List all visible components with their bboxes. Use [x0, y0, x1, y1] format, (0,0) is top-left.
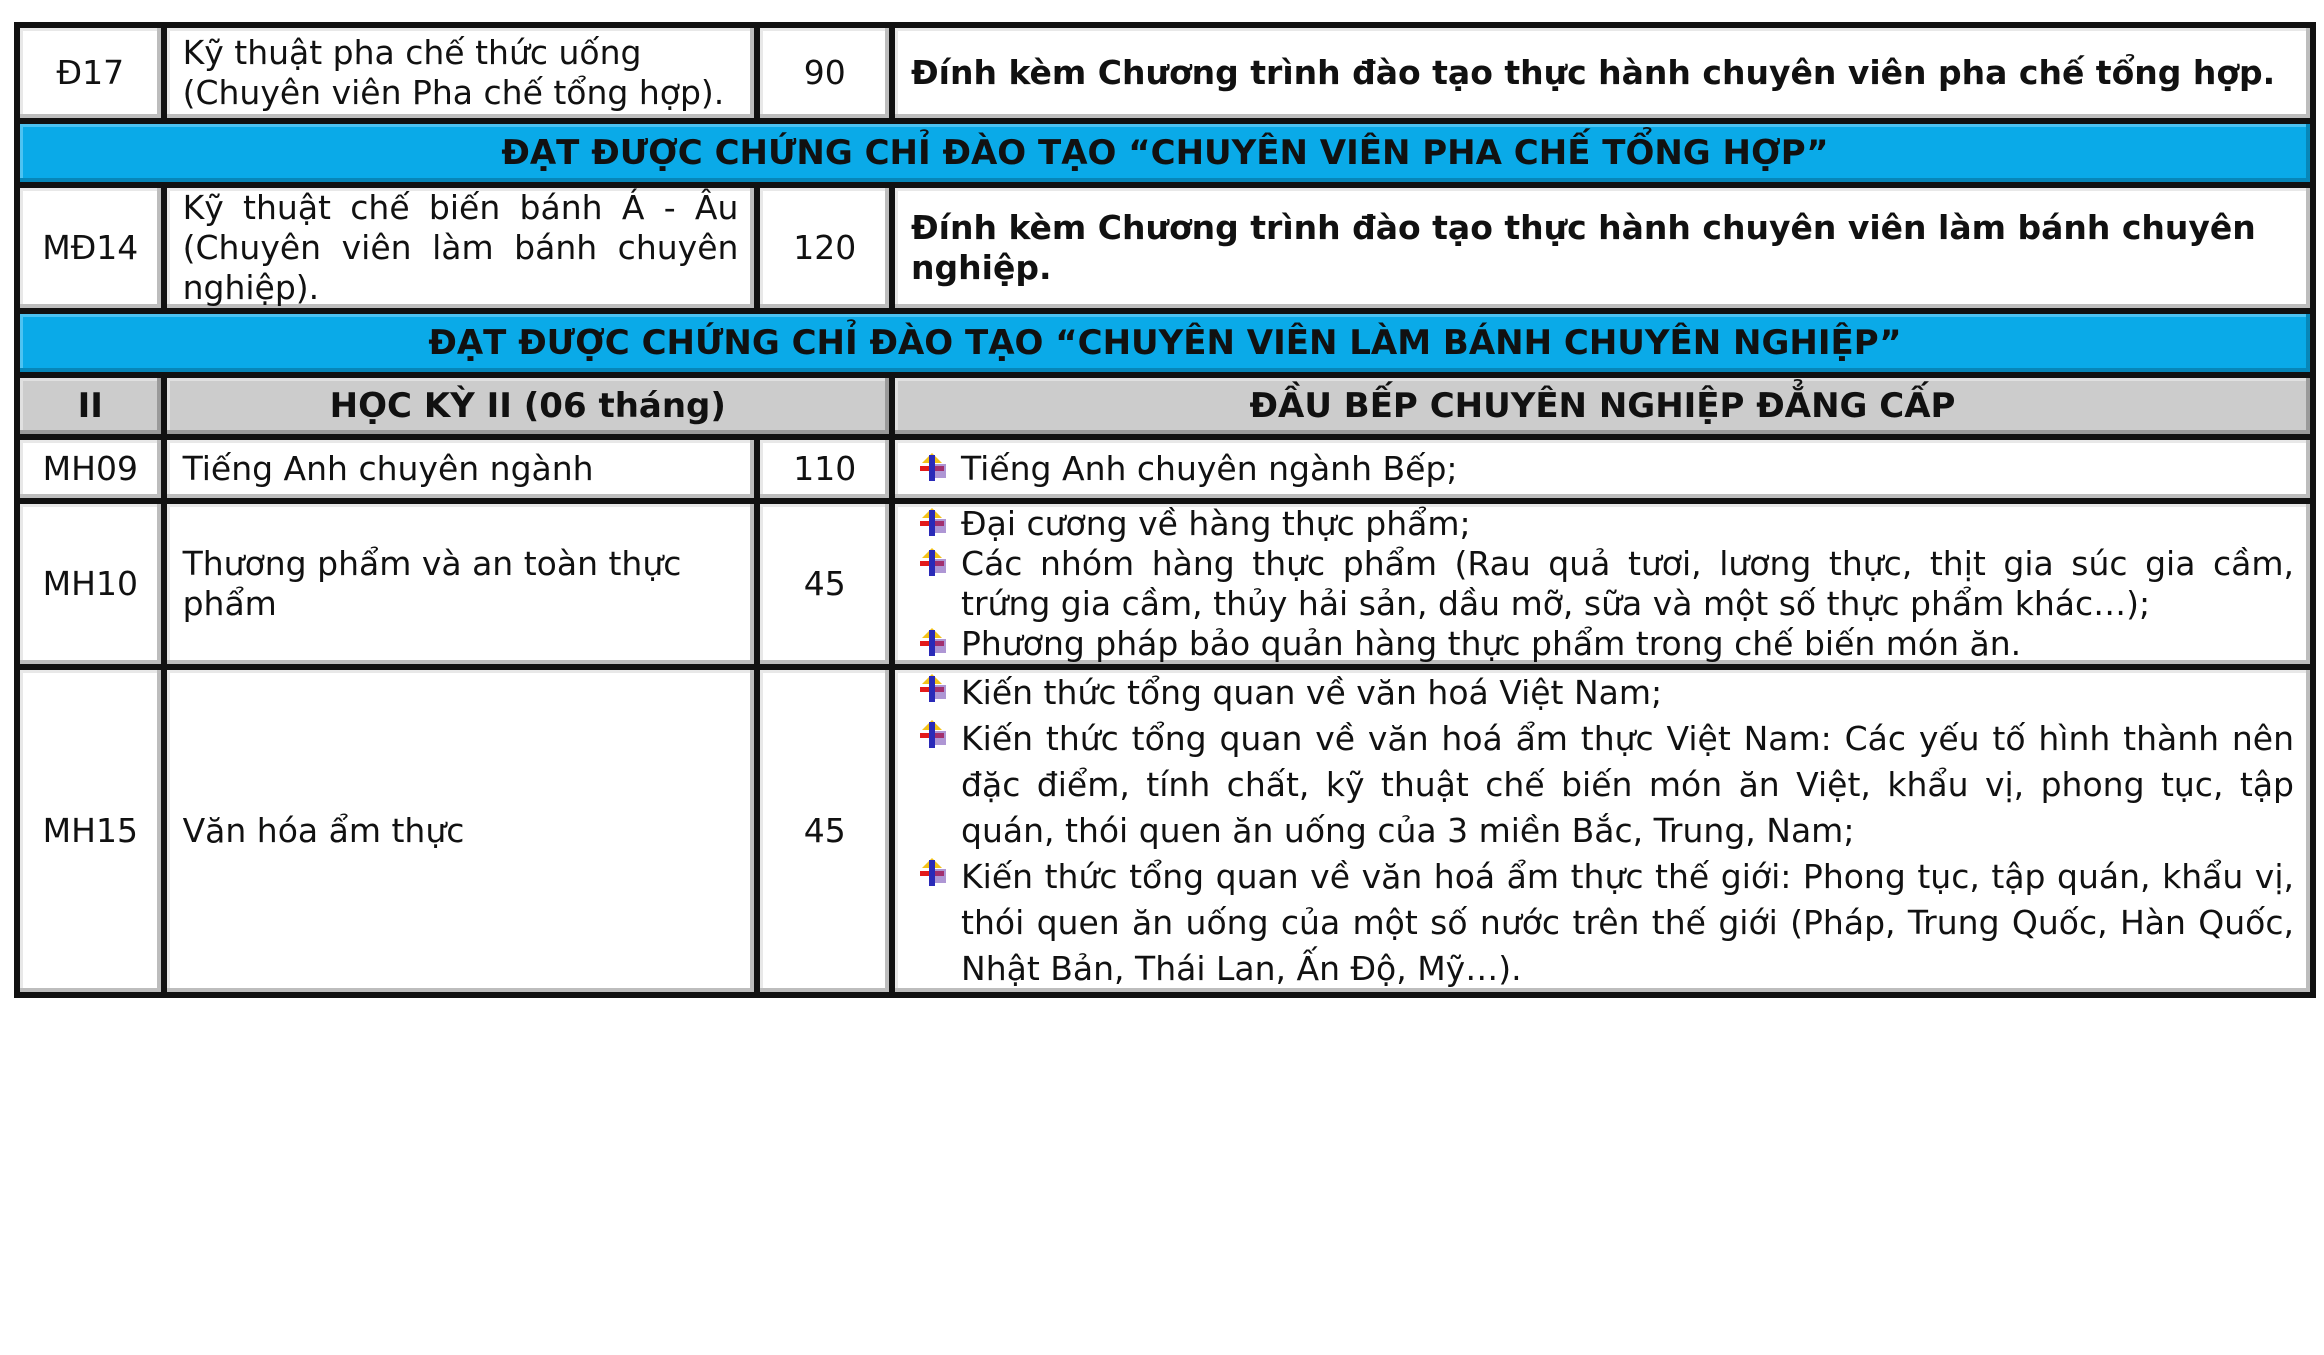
course-title: Kỹ thuật chế biến bánh Á - Âu (Chuyên viên làm bánh chuyên nghiệp).	[167, 188, 755, 308]
semester-description: ĐẦU BẾP CHUYÊN NGHIỆP ĐẲNG CẤP	[895, 378, 2310, 434]
list-item-text: Các nhóm hàng thực phẩm (Rau quả tươi, lương thực, thịt gia súc gia cầm, trứng gia cầm, thủy hải sản, dầu mỡ, sữa và một số thực phẩm khác…);	[961, 544, 2294, 623]
course-hours: 90	[760, 28, 889, 118]
certificate-banner-row	[20, 124, 2310, 182]
cross-arrow-bullet-icon	[917, 508, 947, 538]
course-description: Đính kèm Chương trình đào tạo thực hành chuyên viên làm bánh chuyên nghiệp.	[895, 188, 2310, 308]
course-code: MH15	[20, 670, 161, 992]
course-description: Đính kèm Chương trình đào tạo thực hành chuyên viên pha chế tổng hợp.	[895, 28, 2310, 118]
list-item	[911, 854, 2294, 992]
table-row	[20, 188, 2310, 308]
certificate-banner: ĐẠT ĐƯỢC CHỨNG CHỈ ĐÀO TẠO “CHUYÊN VIÊN LÀM BÁNH CHUYÊN NGHIỆP”	[20, 314, 2310, 372]
course-code: MH09	[20, 440, 161, 498]
cross-arrow-bullet-icon	[917, 674, 947, 704]
table-row	[20, 28, 2310, 118]
course-description	[895, 504, 2310, 664]
curriculum-table	[14, 22, 2316, 998]
table-row	[20, 670, 2310, 992]
course-description	[895, 670, 2310, 992]
course-code: Đ17	[20, 28, 161, 118]
cross-arrow-bullet-icon	[917, 453, 947, 483]
table-row	[20, 504, 2310, 664]
course-hours: 120	[760, 188, 889, 308]
certificate-banner-row	[20, 314, 2310, 372]
bullet-list	[911, 504, 2294, 664]
course-title: Kỹ thuật pha chế thức uống (Chuyên viên Pha chế tổng hợp).	[167, 28, 755, 118]
cross-arrow-bullet-icon	[917, 858, 947, 888]
list-item	[911, 670, 2294, 716]
course-description	[895, 440, 2310, 498]
list-item	[911, 449, 2294, 489]
course-title: Văn hóa ẩm thực	[167, 670, 755, 992]
bullet-list	[911, 670, 2294, 992]
table-row	[20, 440, 2310, 498]
cross-arrow-bullet-icon	[917, 720, 947, 750]
list-item-text: Kiến thức tổng quan về văn hoá Việt Nam;	[961, 673, 1663, 712]
semester-title: HỌC KỲ II (06 tháng)	[167, 378, 889, 434]
course-hours: 45	[760, 504, 889, 664]
course-hours: 110	[760, 440, 889, 498]
list-item	[911, 504, 2294, 544]
course-hours: 45	[760, 670, 889, 992]
semester-header-row	[20, 378, 2310, 434]
course-code: MH10	[20, 504, 161, 664]
list-item-text: Tiếng Anh chuyên ngành Bếp;	[961, 449, 1458, 488]
cross-arrow-bullet-icon	[917, 628, 947, 658]
certificate-banner: ĐẠT ĐƯỢC CHỨNG CHỈ ĐÀO TẠO “CHUYÊN VIÊN PHA CHẾ TỔNG HỢP”	[20, 124, 2310, 182]
semester-code: II	[20, 378, 161, 434]
course-title: Thương phẩm và an toàn thực phẩm	[167, 504, 755, 664]
list-item	[911, 624, 2294, 664]
list-item-text: Đại cương về hàng thực phẩm;	[961, 504, 1471, 543]
cross-arrow-bullet-icon	[917, 548, 947, 578]
course-title: Tiếng Anh chuyên ngành	[167, 440, 755, 498]
list-item	[911, 716, 2294, 854]
list-item-text: Kiến thức tổng quan về văn hoá ẩm thực thế giới: Phong tục, tập quán, khẩu vị, thói quen ăn uống của một số nước trên thế giới (Pháp, Trung Quốc, Hàn Quốc, Nhật Bản, Thái Lan, Ấn Độ, Mỹ…).	[961, 857, 2294, 988]
list-item	[911, 544, 2294, 624]
list-item-text: Phương pháp bảo quản hàng thực phẩm trong chế biến món ăn.	[961, 624, 2022, 663]
bullet-list	[911, 449, 2294, 489]
course-code: MĐ14	[20, 188, 161, 308]
list-item-text: Kiến thức tổng quan về văn hoá ẩm thực Việt Nam: Các yếu tố hình thành nên đặc điểm, tính chất, kỹ thuật chế biến món ăn Việt, khẩu vị, phong tục, tập quán, thói quen ăn uống của 3 miền Bắc, Trung, Nam;	[961, 719, 2294, 850]
